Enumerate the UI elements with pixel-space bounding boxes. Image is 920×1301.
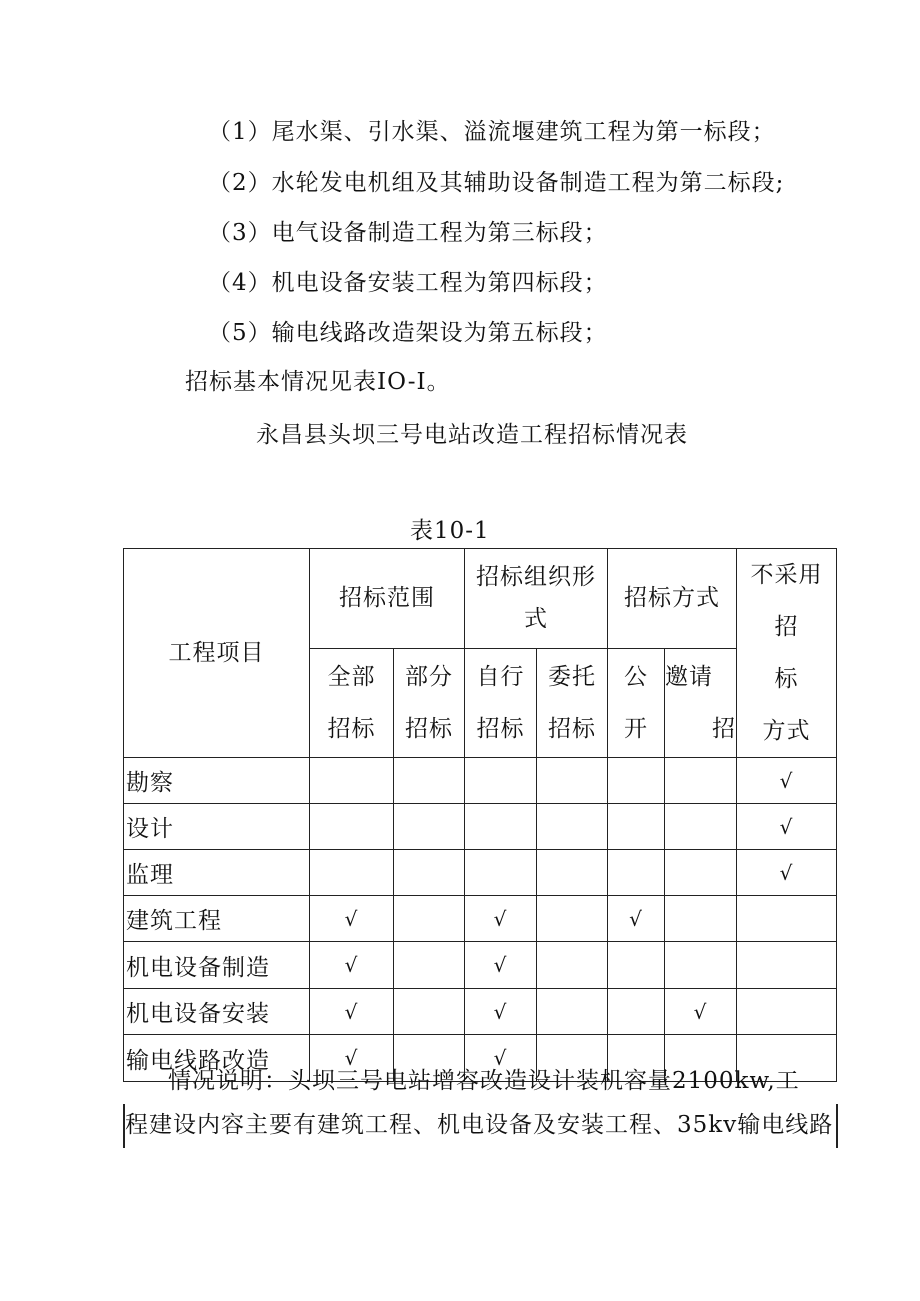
header-no-bid bbox=[737, 549, 837, 758]
row-cell bbox=[608, 804, 665, 850]
invite-bid-line2: 招 bbox=[712, 715, 736, 742]
check-mark: √ bbox=[779, 814, 794, 839]
no-bid-line4: 方式 bbox=[762, 718, 811, 744]
row-cell bbox=[537, 942, 608, 989]
intro-summary: 招标基本情况见表IO-I。 bbox=[185, 369, 451, 395]
table-number: 表10-1 bbox=[410, 518, 490, 544]
header-organization-line2: 式 bbox=[524, 606, 548, 633]
self-bid-line1: 自行 bbox=[476, 663, 525, 690]
row-cell bbox=[394, 896, 465, 942]
check-mark: √ bbox=[344, 1046, 359, 1070]
intro-item-5: （5）输电线路改造架设为第五标段； bbox=[208, 320, 608, 346]
check-mark: √ bbox=[779, 860, 794, 885]
row-cell bbox=[537, 896, 608, 942]
row-cell bbox=[737, 758, 837, 804]
row-project-name: 勘察 bbox=[124, 758, 310, 804]
row-cell bbox=[465, 804, 537, 850]
row-cell bbox=[394, 942, 465, 989]
table-row bbox=[124, 942, 837, 989]
row-cell bbox=[394, 850, 465, 896]
row-cell bbox=[310, 942, 394, 989]
row-cell bbox=[537, 989, 608, 1035]
no-bid-line3: 标 bbox=[774, 666, 799, 692]
subheader-invite-bid bbox=[665, 648, 737, 757]
row-cell bbox=[465, 989, 537, 1035]
header-organization-line1: 招标组织形 bbox=[476, 564, 596, 591]
row-cell bbox=[310, 850, 394, 896]
full-bid-line2: 招标 bbox=[327, 715, 376, 742]
row-cell bbox=[608, 896, 665, 942]
row-cell bbox=[737, 850, 837, 896]
row-cell bbox=[310, 989, 394, 1035]
row-cell bbox=[608, 989, 665, 1035]
subheader-self-bid bbox=[465, 648, 537, 757]
row-cell bbox=[665, 989, 737, 1035]
note-border-right bbox=[836, 1104, 838, 1148]
check-mark: √ bbox=[493, 999, 508, 1024]
header-method: 招标方式 bbox=[608, 549, 737, 649]
full-bid-line1: 全部 bbox=[327, 663, 376, 690]
table-row bbox=[124, 896, 837, 942]
partial-bid-line2: 招标 bbox=[405, 715, 453, 742]
note-line-2: 程建设内容主要有建筑工程、机电设备及安装工程、35kv输电线路 bbox=[125, 1112, 834, 1138]
row-cell bbox=[310, 896, 394, 942]
check-mark: √ bbox=[493, 906, 508, 931]
check-mark: √ bbox=[493, 953, 508, 977]
row-cell bbox=[465, 850, 537, 896]
no-bid-line1: 不采用 bbox=[750, 562, 823, 588]
no-bid-line2: 招 bbox=[774, 614, 799, 640]
row-cell bbox=[737, 942, 837, 989]
entrust-bid-line2: 招标 bbox=[548, 715, 596, 742]
row-project-name: 输电线路改造 bbox=[124, 1035, 310, 1082]
row-cell bbox=[310, 804, 394, 850]
row-cell bbox=[608, 758, 665, 804]
row-cell bbox=[608, 942, 665, 989]
table-row bbox=[124, 989, 837, 1035]
row-cell bbox=[465, 758, 537, 804]
table-row bbox=[124, 804, 837, 850]
row-cell bbox=[737, 989, 837, 1035]
row-cell bbox=[665, 896, 737, 942]
row-project-name: 机电设备制造 bbox=[124, 942, 310, 989]
row-cell bbox=[608, 850, 665, 896]
bidding-table bbox=[123, 548, 837, 1082]
intro-item-1: （1）尾水渠、引水渠、溢流堰建筑工程为第一标段； bbox=[208, 119, 776, 145]
check-mark: √ bbox=[493, 1046, 508, 1070]
intro-item-2: （2）水轮发电机组及其辅助设备制造工程为第二标段; bbox=[208, 170, 785, 196]
note-line-1: 情况说明：头坝三号电站增容改造设计装机容量2100kw,工 bbox=[168, 1068, 800, 1094]
header-project: 工程项目 bbox=[124, 549, 310, 758]
table-row bbox=[124, 758, 837, 804]
subheader-entrust-bid bbox=[537, 648, 608, 757]
invite-bid-line1: 邀请 bbox=[665, 663, 713, 690]
open-bid-line2: 开 bbox=[624, 715, 648, 742]
row-project-name: 建筑工程 bbox=[124, 896, 310, 942]
header-organization bbox=[465, 549, 608, 649]
check-mark: √ bbox=[629, 906, 643, 931]
row-cell bbox=[537, 850, 608, 896]
row-cell bbox=[394, 758, 465, 804]
row-cell bbox=[665, 804, 737, 850]
check-mark: √ bbox=[344, 953, 359, 977]
check-mark: √ bbox=[344, 906, 359, 931]
row-project-name: 设计 bbox=[124, 804, 310, 850]
row-cell bbox=[537, 758, 608, 804]
row-cell bbox=[737, 896, 837, 942]
row-cell bbox=[737, 804, 837, 850]
row-cell bbox=[465, 942, 537, 989]
open-bid-line1: 公 bbox=[624, 663, 648, 690]
subheader-full-bid bbox=[310, 648, 394, 757]
intro-item-3: （3）电气设备制造工程为第三标段； bbox=[208, 220, 608, 246]
row-cell bbox=[665, 850, 737, 896]
row-cell bbox=[394, 989, 465, 1035]
intro-item-4: （4）机电设备安装工程为第四标段； bbox=[208, 270, 608, 296]
row-cell bbox=[310, 758, 394, 804]
partial-bid-line1: 部分 bbox=[405, 663, 453, 690]
check-mark: √ bbox=[693, 999, 708, 1024]
subheader-partial-bid bbox=[394, 648, 465, 757]
self-bid-line2: 招标 bbox=[476, 715, 525, 742]
header-scope: 招标范围 bbox=[310, 549, 465, 649]
row-cell bbox=[537, 804, 608, 850]
row-cell bbox=[394, 804, 465, 850]
subheader-open-bid bbox=[608, 648, 665, 757]
row-project-name: 机电设备安装 bbox=[124, 989, 310, 1035]
row-cell bbox=[465, 896, 537, 942]
row-project-name: 监理 bbox=[124, 850, 310, 896]
check-mark: √ bbox=[344, 999, 359, 1024]
check-mark: √ bbox=[779, 768, 794, 793]
table-row bbox=[124, 850, 837, 896]
row-cell bbox=[665, 758, 737, 804]
row-cell bbox=[665, 942, 737, 989]
entrust-bid-line1: 委托 bbox=[548, 663, 596, 690]
note-border-left bbox=[123, 1104, 125, 1148]
table-title: 永昌县头坝三号电站改造工程招标情况表 bbox=[256, 422, 688, 448]
